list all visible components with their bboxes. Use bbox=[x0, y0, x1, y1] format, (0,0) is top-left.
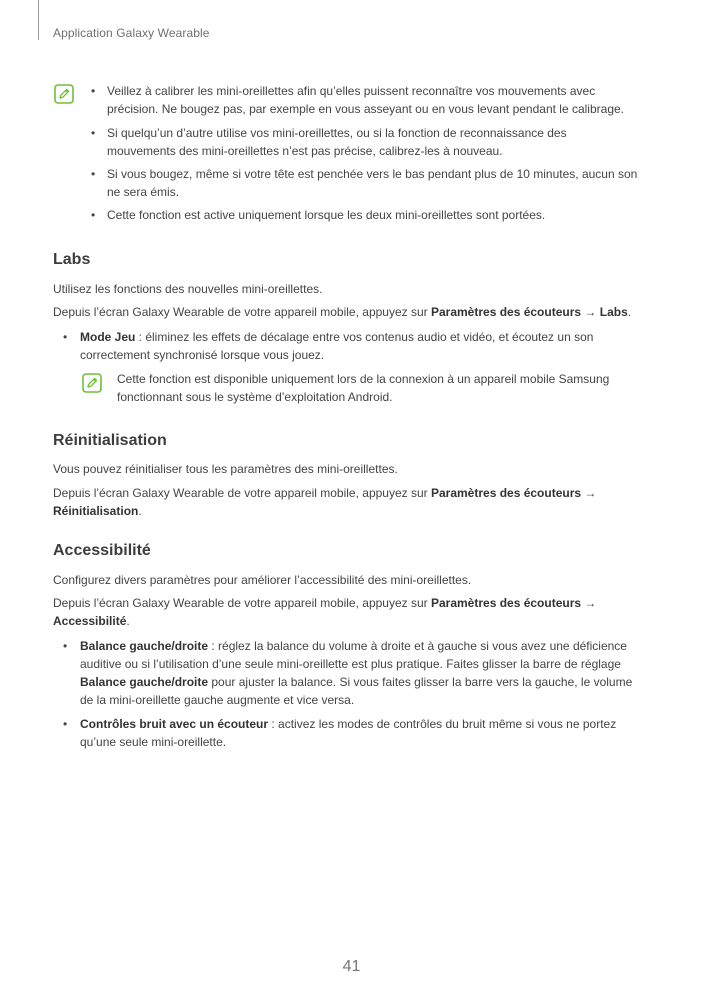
labs-note-line1: Cette fonction est disponible uniquement lors de la connexion à un appareil mobile Samsung bbox=[117, 372, 610, 386]
note1-item4-line1: Cette fonction est active uniquement lorsque les deux mini-oreillettes sont portées. bbox=[107, 208, 546, 222]
reset-path-line2: Réinitialisation. bbox=[53, 504, 142, 518]
page-number: 41 bbox=[342, 958, 361, 975]
labs-intro: Utilisez les fonctions des nouvelles mini-oreillettes. bbox=[53, 282, 323, 296]
accessibility-item1-line4: de la mini-oreillette gauche augmente et vice versa. bbox=[80, 693, 355, 707]
labs-item-line1: Mode Jeu : éliminez les effets de décalage entre vos contenus audio et vidéo, et écoutez un son bbox=[80, 330, 594, 344]
note1-item2-line2: mouvements des mini-oreillettes n’est pas précise, calibrez-les à nouveau. bbox=[107, 144, 503, 158]
accessibility-item2-line1: Contrôles bruit avec un écouteur : activez les modes de contrôles du bruit même si vous ne portez bbox=[80, 717, 617, 731]
labs-item-line2: correctement synchronisé lorsque vous jouez. bbox=[80, 348, 325, 362]
note1-item2-line1: Si quelqu’un d’autre utilise vos mini-oreillettes, ou si la fonction de reconnaissance des bbox=[107, 126, 567, 140]
running-header: Application Galaxy Wearable bbox=[53, 26, 210, 40]
accessibility-item1-line2: auditive ou si l’utilisation d’une seule mini-oreillette est plus pratique. Faites glisser la barre de réglage bbox=[80, 657, 621, 671]
page-margin-rule bbox=[38, 0, 39, 40]
labs-note-line2: fonctionnant sous le système d’exploitation Android. bbox=[117, 390, 393, 404]
accessibility-item1-line3: Balance gauche/droite pour ajuster la balance. Si vous faites glisser la barre vers la gauche, le volume bbox=[80, 675, 633, 689]
note-pencil-icon bbox=[54, 84, 74, 104]
reset-intro: Vous pouvez réinitialiser tous les paramètres des mini-oreillettes. bbox=[53, 462, 398, 476]
reset-heading: Réinitialisation bbox=[53, 432, 167, 449]
bullet-dot: • bbox=[91, 208, 96, 222]
accessibility-intro: Configurez divers paramètres pour améliorer l’accessibilité des mini-oreillettes. bbox=[53, 573, 472, 587]
bullet-dot: • bbox=[63, 639, 68, 653]
bullet-dot: • bbox=[91, 84, 96, 98]
bullet-dot: • bbox=[91, 126, 96, 140]
reset-path-line1: Depuis l’écran Galaxy Wearable de votre appareil mobile, appuyez sur Paramètres des écouteurs → bbox=[53, 486, 597, 500]
accessibility-heading: Accessibilité bbox=[53, 542, 151, 559]
bullet-dot: • bbox=[63, 330, 68, 344]
note1-item3-line1: Si vous bougez, même si votre tête est penchée vers le bas pendant plus de 10 minutes, aucun son bbox=[107, 167, 638, 181]
accessibility-path-line1: Depuis l’écran Galaxy Wearable de votre appareil mobile, appuyez sur Paramètres des écouteurs → bbox=[53, 596, 597, 610]
labs-path: Depuis l’écran Galaxy Wearable de votre appareil mobile, appuyez sur Paramètres des écouteurs → Labs. bbox=[53, 305, 632, 319]
bullet-dot: • bbox=[63, 717, 68, 731]
note1-item1-line2: précision. Ne bougez pas, par exemple en vous asseyant ou en vous levant pendant le calibrage. bbox=[107, 102, 624, 116]
accessibility-item2-line2: qu’une seule mini-oreillette. bbox=[80, 735, 227, 749]
accessibility-path-line2: Accessibilité. bbox=[53, 614, 130, 628]
note1-item1-line1: Veillez à calibrer les mini-oreillettes afin qu’elles puissent reconnaître vos mouvements avec bbox=[107, 84, 596, 98]
note1-item3-line2: ne sera émis. bbox=[107, 185, 180, 199]
accessibility-item1-line1: Balance gauche/droite : réglez la balance du volume à droite et à gauche si vous avez une déficience bbox=[80, 639, 627, 653]
note-pencil-icon bbox=[82, 373, 102, 393]
labs-heading: Labs bbox=[53, 251, 91, 268]
bullet-dot: • bbox=[91, 167, 96, 181]
